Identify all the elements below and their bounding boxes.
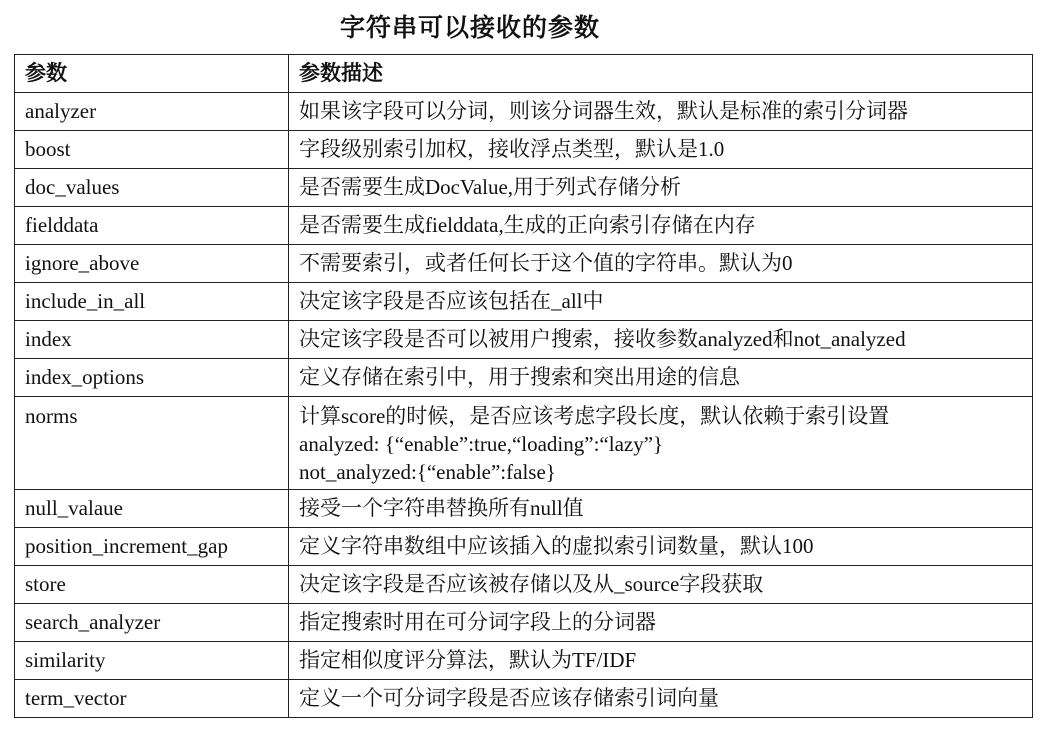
table-row bbox=[15, 397, 1033, 490]
param-description: 决定该字段是否可以被用户搜索，接收参数analyzed和not_analyzed bbox=[289, 321, 1033, 359]
param-name: fielddata bbox=[15, 207, 289, 245]
table-row bbox=[15, 131, 1033, 169]
table-row bbox=[15, 566, 1033, 604]
param-name: search_analyzer bbox=[15, 604, 289, 642]
table-row bbox=[15, 359, 1033, 397]
params-table bbox=[14, 54, 1033, 718]
param-name: index bbox=[15, 321, 289, 359]
param-description: 是否需要生成DocValue,用于列式存储分析 bbox=[289, 169, 1033, 207]
param-description: 字段级别索引加权，接收浮点类型，默认是1.0 bbox=[289, 131, 1033, 169]
param-name: analyzer bbox=[15, 93, 289, 131]
table-row bbox=[15, 169, 1033, 207]
param-description: 定义存储在索引中，用于搜索和突出用途的信息 bbox=[289, 359, 1033, 397]
table-row bbox=[15, 93, 1033, 131]
table-header-row bbox=[15, 55, 1033, 93]
param-name: ignore_above bbox=[15, 245, 289, 283]
table-row bbox=[15, 680, 1033, 718]
table-row bbox=[15, 642, 1033, 680]
param-name: similarity bbox=[15, 642, 289, 680]
table-row bbox=[15, 283, 1033, 321]
table-row bbox=[15, 321, 1033, 359]
table-row bbox=[15, 528, 1033, 566]
param-description bbox=[289, 397, 1033, 490]
param-description: 指定搜索时用在可分词字段上的分词器 bbox=[289, 604, 1033, 642]
table-row bbox=[15, 245, 1033, 283]
param-description: 定义字符串数组中应该插入的虚拟索引词数量，默认100 bbox=[289, 528, 1033, 566]
param-description: 不需要索引，或者任何长于这个值的字符串。默认为0 bbox=[289, 245, 1033, 283]
table-row bbox=[15, 490, 1033, 528]
param-description: 决定该字段是否应该被存储以及从_source字段获取 bbox=[289, 566, 1033, 604]
param-name: doc_values bbox=[15, 169, 289, 207]
param-name: index_options bbox=[15, 359, 289, 397]
param-name: include_in_all bbox=[15, 283, 289, 321]
header-param: 参数 bbox=[15, 55, 289, 93]
param-description: 指定相似度评分算法，默认为TF/IDF bbox=[289, 642, 1033, 680]
description-line: analyzed: {“enable”:true,“loading”:“lazy”} bbox=[299, 432, 664, 456]
param-name: store bbox=[15, 566, 289, 604]
param-description: 决定该字段是否应该包括在_all中 bbox=[289, 283, 1033, 321]
description-line: 计算score的时候，是否应该考虑字段长度，默认依赖于索引设置 bbox=[299, 404, 890, 428]
description-line: not_analyzed:{“enable”:false} bbox=[299, 460, 556, 484]
param-name: term_vector bbox=[15, 680, 289, 718]
param-description: 如果该字段可以分词，则该分词器生效，默认是标准的索引分词器 bbox=[289, 93, 1033, 131]
header-description: 参数描述 bbox=[289, 55, 1033, 93]
param-name: null_valaue bbox=[15, 490, 289, 528]
page-title: 字符串可以接收的参数 bbox=[339, 15, 600, 42]
param-description: 定义一个可分词字段是否应该存储索引词向量 bbox=[289, 680, 1033, 718]
param-description: 接受一个字符串替换所有null值 bbox=[289, 490, 1033, 528]
table-row bbox=[15, 207, 1033, 245]
param-name: norms bbox=[15, 397, 289, 490]
param-description: 是否需要生成fielddata,生成的正向索引存储在内存 bbox=[289, 207, 1033, 245]
param-name: boost bbox=[15, 131, 289, 169]
param-name: position_increment_gap bbox=[15, 528, 289, 566]
table-row bbox=[15, 604, 1033, 642]
